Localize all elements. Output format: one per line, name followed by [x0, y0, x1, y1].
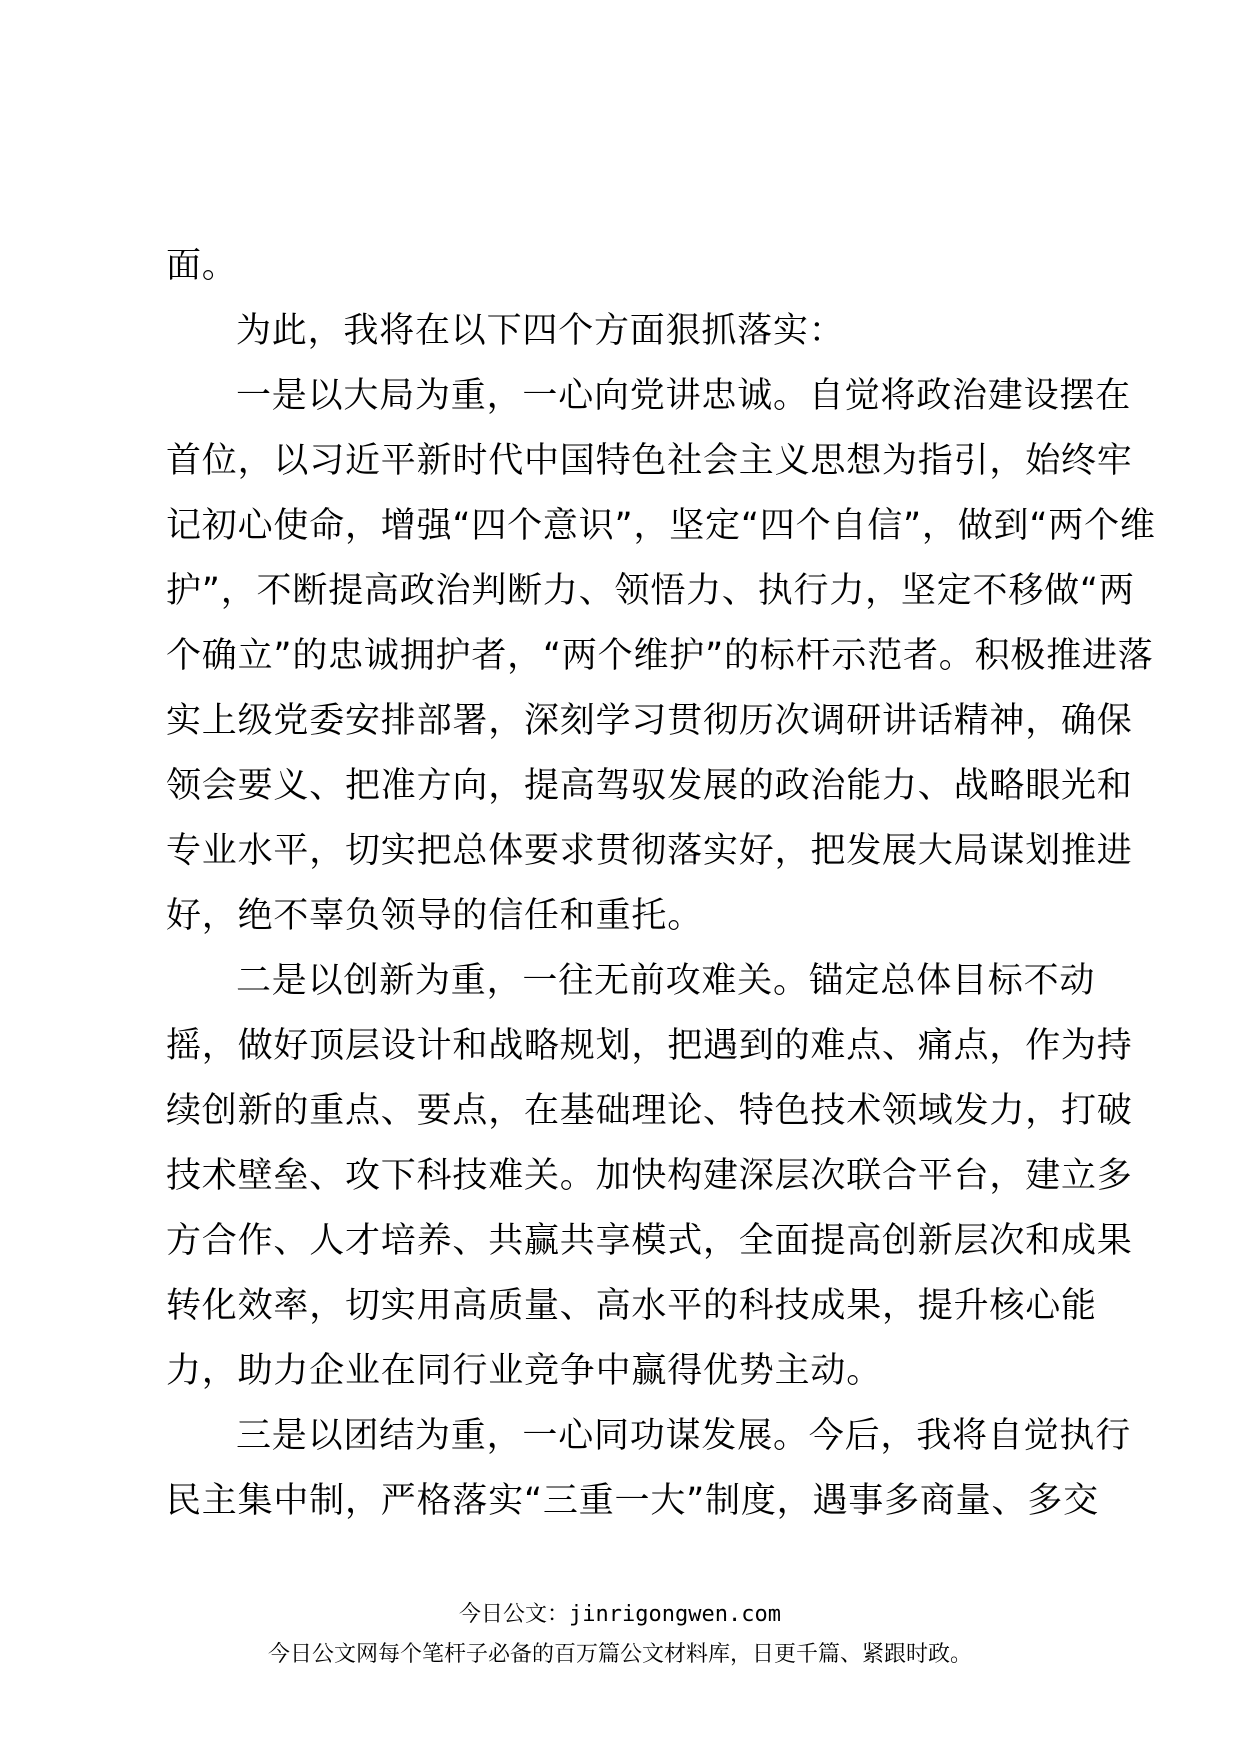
text-line: 专业水平，切实把总体要求贯彻落实好，把发展大局谋划推进	[166, 831, 1133, 871]
text-line: 一是以大局为重，一心向党讲忠诚。自觉将政治建设摆在	[236, 376, 1132, 416]
text-line: 三是以团结为重，一心同功谋发展。今后，我将自觉执行	[236, 1416, 1132, 1456]
text-line: 转化效率，切实用高质量、高水平的科技成果，提升核心能	[166, 1286, 1097, 1326]
text-line: 面。	[166, 246, 238, 286]
text-line: 好，绝不辜负领导的信任和重托。	[166, 896, 704, 936]
footer-source	[0, 1597, 1240, 1628]
text-line: 技术壁垒、攻下科技难关。加快构建深层次联合平台，建立多	[166, 1156, 1133, 1196]
text-line: 摇，做好顶层设计和战略规划，把遇到的难点、痛点，作为持	[166, 1026, 1133, 1066]
text-line: 实上级党委安排部署，深刻学习贯彻历次调研讲话精神，确保	[166, 701, 1133, 741]
text-line: 记初心使命，增强“四个意识”，坚定“四个自信”，做到“两个维	[166, 506, 1156, 546]
text-line: 首位，以习近平新时代中国特色社会主义思想为指引，始终牢	[166, 441, 1133, 481]
document-body	[166, 234, 1156, 1534]
text-line: 民主集中制，严格落实“三重一大”制度，遇事多商量、多交	[166, 1481, 1099, 1521]
text-line: 为此，我将在以下四个方面狠抓落实：	[236, 311, 845, 351]
footer-site-link[interactable]: jinrigongwen.com	[569, 1602, 781, 1627]
text-line: 方合作、人才培养、共赢共享模式，全面提高创新层次和成果	[166, 1221, 1133, 1261]
footer-tagline: 今日公文网每个笔杆子必备的百万篇公文材料库，日更千篇、紧跟时政。	[267, 1642, 972, 1667]
text-line: 领会要义、把准方向，提高驾驭发展的政治能力、战略眼光和	[166, 766, 1133, 806]
text-line: 续创新的重点、要点，在基础理论、特色技术领域发力，打破	[166, 1091, 1133, 1131]
footer-label: 今日公文：	[459, 1602, 570, 1627]
text-line: 护”，不断提高政治判断力、领悟力、执行力，坚定不移做“两	[166, 571, 1135, 611]
text-line: 力，助力企业在同行业竞争中赢得优势主动。	[166, 1351, 883, 1391]
text-line: 二是以创新为重，一往无前攻难关。锚定总体目标不动	[236, 961, 1096, 1001]
text-line: 个确立”的忠诚拥护者，“两个维护”的标杆示范者。积极推进落	[166, 636, 1154, 676]
